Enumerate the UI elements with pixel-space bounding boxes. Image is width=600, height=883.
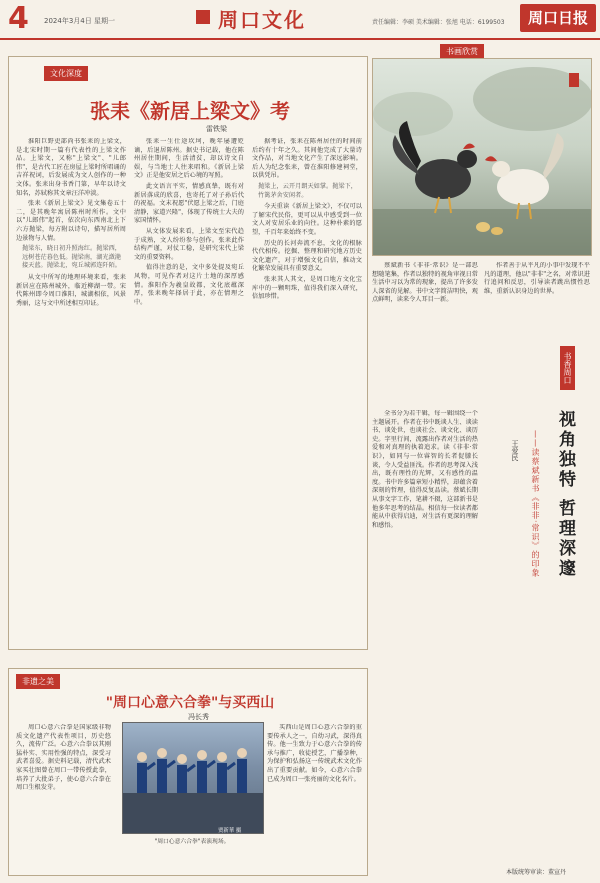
main-article-body — [16, 138, 362, 642]
pull-quote: 抛梁东，晓日初升照海红。抛梁西，远树苍茫暮色低。抛梁南，湖光潋滟接天蓝。抛梁北，宛丘城郭连阡陌。 — [22, 245, 121, 270]
lower-article-tag: 非遗之美 — [16, 674, 60, 689]
paragraph: 蔡斌新书《非非·常识》是一部思想随笔集，作者以独特的视角审视日常生活中习以为常的现象，提出了许多发人深省的见解。书中文字简洁明快，观点鲜明，读来令人耳目一新。 — [372, 262, 478, 304]
paragraph: 从文体发展来看，上梁文至宋代趋于成熟，文人纷纷参与创作。张耒此作结构严谨，对仗工稳，是研究宋代上梁文的重要资料。 — [134, 227, 244, 261]
main-article-tag: 文化深度 — [44, 66, 88, 81]
main-article-column-3 — [252, 138, 362, 642]
right-article-lower-body — [372, 410, 478, 850]
right-article-upper-body — [372, 262, 590, 408]
main-article-column-2 — [134, 138, 244, 642]
section-mark — [196, 10, 210, 24]
paragraph: 历史的长河奔流不息，文化的根脉代代相传。挖掘、整理和研究地方历史文化遗产，对于增强文化自信，推动文化繁荣发展具有重要意义。 — [252, 239, 362, 273]
paragraph: 从文中所写的地理环境来看，张耒新居应在陈州城外，临近柳湖一带。宋代陈州即今周口淮阳，城湖相依，风景秀丽，这与文中所述相互印证。 — [16, 273, 126, 307]
main-article-column-1 — [16, 138, 126, 642]
paragraph: 张耒《新居上梁文》见文集卷五十二，是其晚年寓居陈州时所作。文中以"儿郎伟"起首，依次向东西南北上下六方抛梁，每方附以诗句，描写居所周边景物与人情。 — [16, 200, 126, 242]
photo-credit: 贾新華 摄 — [218, 828, 242, 834]
right-article-subtitle: ——读蔡斌新书《非非·常识》的印象 — [531, 430, 540, 578]
painting-illustration — [373, 59, 591, 255]
paragraph: 张耒一生仕途坎坷，晚年屡遭贬谪，后退居陈州。据史书记载，他在陈州居住期间，生活清贫，却以诗文自娱，与当地士人往来唱和。《新居上梁文》正是他安居之后心境的写照。 — [134, 138, 244, 180]
lower-article-author: 冯长秀 — [188, 713, 209, 721]
main-article-author: 雷铁梁 — [206, 125, 227, 133]
lower-article-column-1 — [16, 724, 111, 872]
right-article-author: 王爱民 — [511, 440, 519, 461]
rooster-painting — [372, 58, 592, 256]
lower-article-column-2 — [267, 724, 362, 872]
pull-quote: 抛梁上，云开月朗天如掌。抛梁下，竹篱茅舍安闲者。 — [258, 182, 357, 199]
right-article-upper-column-1 — [372, 262, 478, 408]
paragraph: 今天重读《新居上梁文》，不仅可以了解宋代民俗，更可以从中感受到一位文人对安居乐业的向往。这种朴素的愿望，千百年来始终不变。 — [252, 203, 362, 236]
martial-arts-illustration — [123, 723, 263, 833]
photo-caption: "周口心意六合拳"表演现场。 — [154, 839, 230, 845]
paragraph: 周口心意六合拳是国家级非物质文化遗产代表性项目，历史悠久，流传广泛。心意六合拳以其刚猛朴实、实用性强的特点，深受习武者喜爱。据史料记载，清代武术家买壮图曾在周口一带传授此拳，培养了大批弟子，使心意六合拳在周口生根发芽。 — [16, 724, 111, 792]
right-article-title: 视角独特 哲理深邃 — [555, 410, 575, 579]
paragraph: 此文语言平实，情感真挚，既有对新居落成的欣喜，也寄托了对子孙后代的祝福。文末祝愿"伏愿上梁之后，门庭清静，家道兴隆"，体现了传统士大夫的家国情怀。 — [134, 182, 244, 225]
newspaper-logo: 周口日报 — [520, 4, 596, 32]
paragraph: 据考证，张耒在陈州居住的时间前后约有十年之久。其间他完成了大量诗文作品，对当地文化产生了深远影响。后人为纪念张耒，曾在淮阳修建祠堂，以供凭吊。 — [252, 138, 362, 180]
paragraph: 值得注意的是，文中多处提及宛丘风物，可见作者对这片土地的深厚感情。淮阳作为羲皇故都，文化底蕴深厚，张耒晚年择居于此，亦在情理之中。 — [134, 264, 244, 306]
section-title: 周口文化 — [218, 8, 306, 32]
right-article-upper-column-2 — [484, 262, 590, 408]
paragraph: 买西山是周口心意六合拳的重要传承人之一，自幼习武，深得真传。他一生致力于心意六合拳的传承与推广，收徒授艺，广播拳种，为保护和弘扬这一传统武术文化作出了重要贡献。如今，心意六合拳已成为周口一张亮丽的文化名片。 — [267, 724, 362, 783]
paragraph: 作者善于从平凡的小事中发现不平凡的道理，他以"非非"之名，对常识进行追问和反思，引导读者跳出惯性思维，重新认识身边的世界。 — [484, 262, 590, 295]
martial-arts-photo — [122, 722, 264, 834]
lower-article-title: "周口心意六合拳"与买西山 — [105, 695, 275, 711]
main-article-title: 张耒《新居上梁文》考 — [90, 99, 290, 123]
page-number: 4 — [8, 1, 29, 36]
paragraph: 淮阳巨野吏部尚书张耒的上梁文，是北宋时期一篇有代表性的上梁文作品。上梁文，又称"上梁文"、"儿郎伟"，是古代工匠在房屋上梁时所唱诵的吉祥祝词，后发展成为文人创作的一种文体。张耒出身书香门第，早年以诗文知名，苏轼称其文章汪洋冲淡。 — [16, 138, 126, 197]
right-article-tag: 书香周口 — [560, 346, 575, 390]
paragraph: 全书分为若干辑，每一辑围绕一个主题展开。作者在书中既谈人生、谈读书、谈处世，也谈社会、谈文化、谈历史。字里行间，流露出作者对生活的热爱和对真理的执着追求。读《非非·常识》，如同与一位睿智的长者促膝长谈，令人受益匪浅。作者的思考深入浅出，既有理性的光辉，又有感性的温度。书中许多篇章短小精悍，却蕴含着深刻的哲理，值得反复品读。蔡斌长期从事文字工作，笔耕不辍，这部新书是他多年思考的结晶。相信每一位读者都能从中获得启迪，对生活有更深的理解和感悟。 — [372, 410, 478, 529]
paragraph: 张耒其人其文，是周口地方文化宝库中的一颗明珠，值得我们深入研究，倍加珍惜。 — [252, 275, 362, 301]
editor-line: 责任编辑：李硕 美术编辑：张旭 电话：6199503 — [372, 19, 505, 26]
issue-date: 2024年3月4日 星期一 — [44, 17, 115, 25]
painting-tag: 书画欣赏 — [440, 44, 484, 59]
footer-editor: 本版统筹审读：董宣丹 — [506, 869, 567, 876]
page-header — [0, 0, 600, 40]
